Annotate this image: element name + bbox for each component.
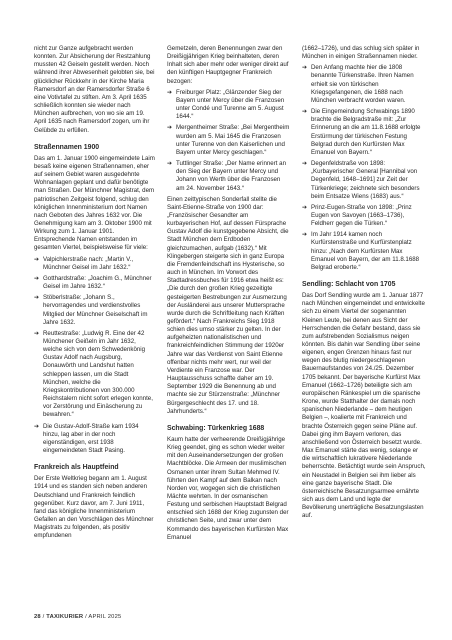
heading-frankreich-hauptfeind: Frankreich als Hauptfeind [34,464,119,472]
col2-paragraph-2: Einen zeittypischen Sonderfall stellte die Saint-Etienne-Straße von 1900 dar: „Französischer Gesandter am kurbayerischen Hof, auf dessen Fürsprache Gustav Adolf die kunstgegebene Absicht, die Stadt München dem Erdboden gleichzumachen, aufgab (1632).“ Mit Klingebergen steigerte sich in ganz Europa die Fremdenfeindschaft ins Hysterische, so auch in München. Im Vorwort des Stadtadressbuches für 1916 etwa heißt es: „Die durch den großen Krieg gezeitigte gesteigerten Bestrebungen zur Ausmerzung der Ausländerei aus unserer Muttersprache wurde durch die Schriftleitung nach Kräften gefördert.“ Nach Frankreichs Sieg 1918 schien dies umso stärker zu gelten. In der aufgeheizten nationalistischen und frankreichfeindlichen Stimmung der 1920er Jahre war das Verdienst von Saint Etienne offenbar nichts mehr wert, nur weil der Verdiente ein Franzose war. Der Hauptausschuss schaffte daher am 19. September 1929 die Benennung ab und machte sie zur Stürzenstraße: „Münchner Bürgergeschlecht des 17. und 18. Jahrhunderts.“ [167,195,289,415]
list-item-text: Degenfeldstraße von 1898: „Kurbayerischer General [Hannibal von Degenfeld, 1648–1691] zur Zeit der Türkenkriege; zeichnete sich besonders beim Entsatze Wiens (1683) aus.“ [311,160,420,200]
issue-date: / APRIL 2025 [85,614,122,620]
col2-paragraph-1: Gemetzeln, deren Benennungen zwar den Dreißigjährigen Krieg beinhalteten, deren Inhalt sich aber mehr oder weniger direkt auf den künftigen Hauptgegner Frankreich bezogen: [167,45,289,85]
list-item-text: Die Gustav-Adolf-Straße kam 1934 hinzu, lag aber in der noch eigenständigen, erst 1938 eingemeindeten Stadt Pasing. [43,422,139,455]
list-item-text: Valpichlerstraße nach: „Martin V., Münchner Geisel im Jahr 1632.“ [43,255,134,271]
list-item-text: Im Jahr 1914 kamen noch Kurfürstenstraße und Kurfürstenplatz hinzu: „Nach dem Kurfürsten Max Emanuel von Bayern, der am 11.8.1688 Belgrad eroberte.“ [311,231,420,271]
arrow-right-icon: ➔ [34,255,40,263]
list-item-text: Den Anfang machte hier die 1808 benannte Türkenstraße. Ihren Namen erhielt sie von türkischen Kriegsgefangenen, die 1688 nach München verbracht worden waren. [311,64,414,104]
arrow-right-icon: ➔ [302,231,308,239]
list-item-text: Freiburger Platz: „Glänzender Sieg der Bayern unter Mercy über die Franzosen unter Condé und Turenne am 5. August 1644.“ [176,88,285,121]
page-number: 28 [34,614,41,620]
col3-paragraph-1: (1662–1726), und das schlug sich später in München in einigen Straßennamen nieder. [302,45,420,61]
list-item [302,160,426,201]
list-item-text: Tuttlinger Straße: „Der Name erinnert an den Sieg der Bayern unter Mercy und Johann von Werth über die Franzosen am 24. November 1643.“ [176,160,287,192]
arrow-right-icon: ➔ [302,64,308,72]
column-3 [302,45,426,520]
col3-paragraph-2: Das Dorf Sendling wurde am 1. Januar 1877 nach München eingemeindet und entwickelte sich zu einem Viertel der sogenannten Kleinen Leute, bei denen aus Sicht der Herrschenden die Gefahr bestand, dass sie zum aufstrebenden Sozialismus neigen könnten. Bis dahin war Sendling über seine eigenen, engen Grenzen hinaus fast nur wegen des blutig niedergeschlagenen Bauernaufstandes von 24./25. Dezember 1705 bekannt. Der bayerische Kurfürst Max Emanuel (1662–1726) beteiligte sich am europäischen Ränkespiel um die spanische Krone, wurde Statthalter der damals noch spanischen Niederlande – dem heutigen Belgien –, koalierte mit Frankreich und brachte Österreich gegen seine Pläne auf. Dabei ging ihm Bayern verloren, das anschließend von Österreich besetzt wurde. Max Emanuel stärte das wenig, solange er die wirtschaftlich lukrativere Niederlande beherrschte. Betächtigt wurde sein Anspruch, ein Neustadel in Belgien sei ihm lieber als eine ganze bayerische Stadt. Die österreichische Besatzungsarmee ernährte sich aus dem Land und legte der Bevölkerung unerträgliche Besatzungslasten auf. [302,292,426,520]
list-item-text: Die Eingemeindung Schwabings 1890 brachte die Belgradstraße mit: „Zur Erinnerung an die am 11.8.1688 erfolgte Erstürmung der türkischen Festung Belgrad durch den Kurfürsten Max Emanuel von Bayern.“ [311,108,421,156]
arrow-right-icon: ➔ [167,124,173,132]
list-item-text: Mergentheimer Straße: „Bei Mergentheim wurden am 5. Mai 1645 die Franzosen unter Turenne von den Kaiserlichen und Bayern unter Mercy geschlagen.“ [176,124,290,156]
arrow-right-icon: ➔ [34,294,40,302]
footer-separator: / [42,614,45,620]
list-item [34,330,156,420]
list-item-text: Prinz-Eugen-Straße von 1898: „Prinz Eugen von Savoyen (1663–1736), Feldherr gegen die Türken.“ [311,203,412,228]
column-1 [34,45,156,540]
arrow-right-icon: ➔ [167,160,173,168]
arrow-right-icon: ➔ [167,88,173,96]
list-item [302,64,426,105]
heading-schwabing-tuerkenkrieg: Schwabing: Türkenkrieg 1688 [167,424,265,432]
magazine-name: TAXIKURIER [46,614,84,620]
list-item [302,231,426,272]
arrow-right-icon: ➔ [34,274,40,282]
list-item [302,204,426,228]
heading-sendling-schlacht: Sendling: Schlacht von 1705 [302,281,396,289]
arrow-right-icon: ➔ [302,160,308,168]
col2-paragraph-3: Kaum hatte der verheerende Dreißigjährige Krieg geendet, ging es schon wieder weiter mit den Auseinandersetzungen der großen Machtblöcke. Die Armeen der muslimischen Osmanen unter ihrem Sultan Mehmed IV. führten den Kampf auf dem Balkan nach Norden vor, wogegen sich die christlichen Mächte wehrten. In der osmanischen Festung und serbischen Hauptstadt Belgrad entschied sich 1688 der Krieg zugunsten der christlichen Seite, und zwar unter dem Kommando des bayerischen Kurfürsten Max Emanuel [167,435,289,541]
list-item [167,160,290,193]
list-item [34,275,156,291]
col1-intro-paragraph: nicht zur Ganze aufgebracht werden konnten. Zur Absicherung der Restzahlung mussten 42 Geiseln gestellt werden. Noch während ihrer Abwesenheit gelobten sie, bei glücklicher Rückkehr in der Kirche Maria Ramersdorf an der Ramersdorfer Straße 6 eine Votivtafel zu stiften. Am 3. April 1635 schließlich konnten sie wieder nach München aufbrechen, von wo sie am 19. April 1635 nach Ramersdorf zogen, um ihr Gelübde zu erfüllen. [34,45,155,134]
arrow-right-icon: ➔ [302,108,308,116]
list-item-text: Stöberlstraße: „Johann S., hervorragendes und verdienstvolles Mitglied der Münchner Geiselschaft im Jahre 1632. [43,294,148,326]
heading-strassennamen-1900: Straßennamen 1900 [34,143,100,151]
list-item-text: Reuttestraße: „Ludwig R. Eine der 42 Münchener Geißeln im Jahr 1632, welche sich von dem Schwedenkönig Gustav Adolf nach Augsburg, Donauwörth und Landshut hatten schleppen lassen, um die Stadt München, welche die Kriegskontributionen von 300.000 Reichstalern nicht sofort erlegen konnte, vor Zerstörung und Einäscherung zu bewahren.“ [43,329,153,419]
list-item [34,294,156,327]
arrow-right-icon: ➔ [34,422,40,430]
list-item [302,108,426,157]
list-item-text: Gotthardstraße: „Joachim G., Münchner Geisel im Jahre 1632.“ [43,274,152,291]
arrow-right-icon: ➔ [34,329,40,337]
list-item [167,124,290,157]
column-2 [167,45,290,542]
list-item [34,423,156,456]
list-item [167,89,290,122]
list-item [34,256,156,272]
arrow-right-icon: ➔ [302,203,308,211]
col1-paragraph-1: Das am 1. Januar 1900 eingemeindete Laim besaß keine eigenen Straßennamen, eher auf seinem Gebiet waren ausgedehnte Wohnanlagen geplant und dafür benötigte man Straßen. Der Münchner Magistrat, dem patriotischen Zeitgeist folgend, schlug den königlichen Innenministerium dort Namen nach Geboten des Jahres 1632 vor. Die Genehmigung kam am 3. Oktober 1900 mit Wirkung zum 1. Januar 1901. Entsprechende Namen entstanden im gesamten Viertel, beispielsweise für viele: [34,154,155,252]
page-footer [34,614,121,620]
col1-paragraph-2: Der Erste Weltkrieg begann am 1. August 1914 und es standen sich neben anderen Deutschland und Frankreich feindlich gegenüber. Kurz davor, am 7. Juni 1911, fand das königliche Innenministerium Gefallen an den Vorschlägen des Münchner Magistrats zu folgenden, als positiv empfundenen [34,475,154,540]
